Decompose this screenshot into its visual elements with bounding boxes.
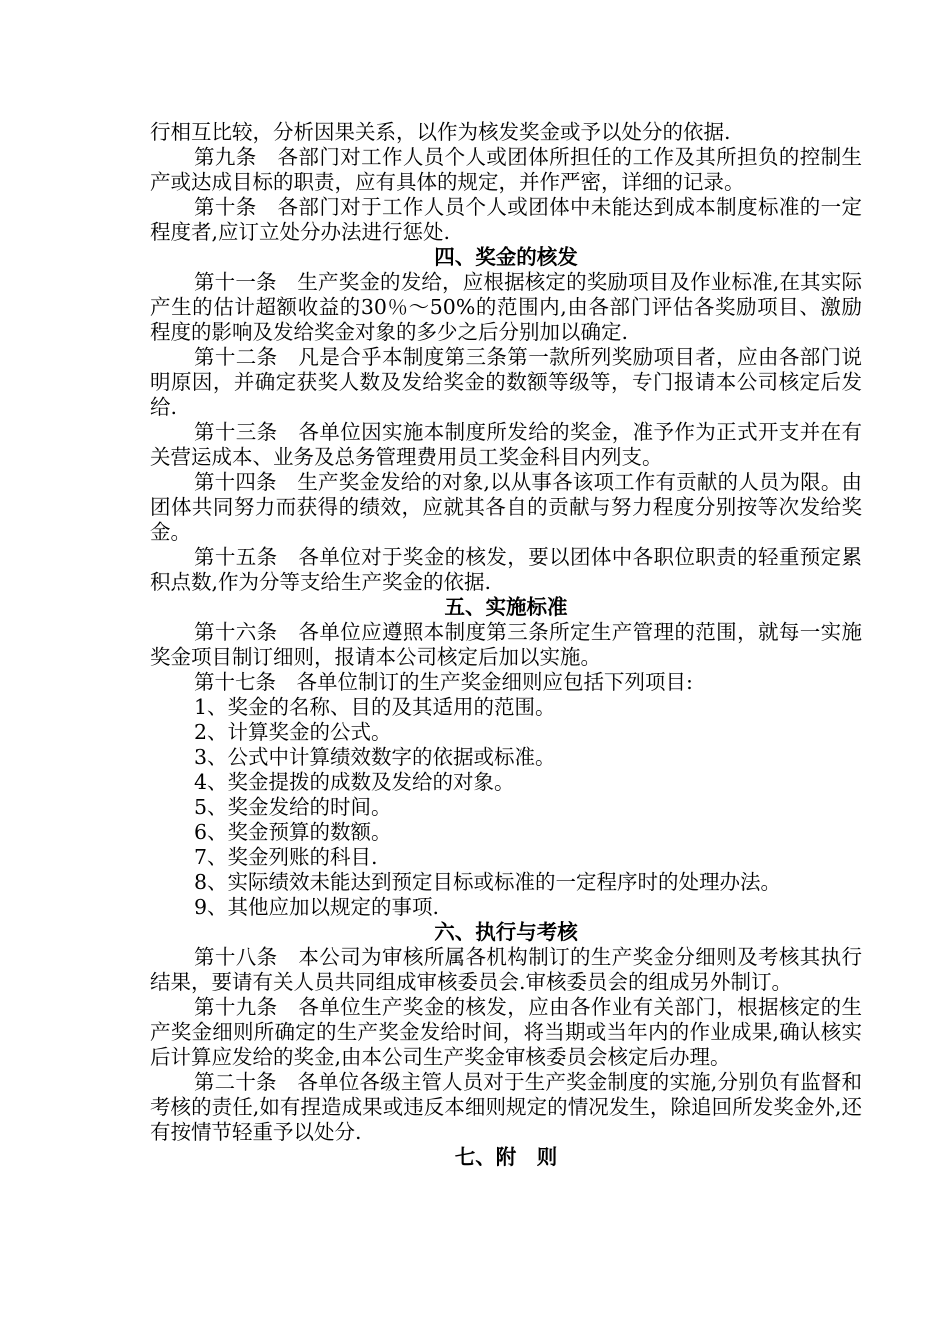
list-item: 6、奖金预算的数额。 <box>194 820 392 844</box>
article-11: 第十一条 生产奖金的发给，应根据核定的奖励项目及作业标准,在其实际产生的估计超额收益的30％～50%的范围内,由各部门评估各奖励项目、激励程度的影响及发给奖金对象的多少之后分别加以确定. <box>150 270 862 344</box>
list-item: 1、奖金的名称、目的及其适用的范围。 <box>194 695 556 719</box>
article-14: 第十四条 生产奖金发给的对象,以从事各该项工作有贡献的人员为限。由团体共同努力而获得的绩效，应就其各自的贡献与努力程度分别按等次发给奖金。 <box>150 470 862 544</box>
list-item: 2、计算奖金的公式。 <box>194 720 392 744</box>
list-item: 5、奖金发给的时间。 <box>194 795 392 819</box>
document-page <box>150 120 862 1170</box>
section-heading-6: 六、执行与考核 <box>434 920 578 944</box>
list-item: 7、奖金列账的科目. <box>194 845 378 869</box>
section-heading-4: 四、奖金的核发 <box>434 245 578 269</box>
list-item: 3、公式中计算绩效数字的依据或标准。 <box>194 745 556 769</box>
article-17: 第十七条 各单位制订的生产奖金细则应包括下列项目: <box>194 670 693 694</box>
article-15: 第十五条 各单位对于奖金的核发，要以团体中各职位职责的轻重预定累积点数,作为分等支给生产奖金的依据. <box>150 545 862 594</box>
list-item: 9、其他应加以规定的事项. <box>194 895 440 919</box>
article-10: 第十条 各部门对于工作人员个人或团体中未能达到成本制度标准的一定程度者,应订立处分办法进行惩处. <box>150 195 862 244</box>
article-16: 第十六条 各单位应遵照本制度第三条所定生产管理的范围，就每一实施奖金项目制订细则，报请本公司核定后加以实施。 <box>150 620 862 669</box>
section-heading-5: 五、实施标准 <box>444 595 568 619</box>
article-13: 第十三条 各单位因实施本制度所发给的奖金，准予作为正式开支并在有关营运成本、业务及总务管理费用员工奖金科目内列支。 <box>150 420 862 469</box>
section-heading-7: 七、附 则 <box>454 1145 558 1169</box>
article-19: 第十九条 各单位生产奖金的核发，应由各作业有关部门，根据核定的生产奖金细则所确定的生产奖金发给时间，将当期或当年内的作业成果,确认核实后计算应发给的奖金,由本公司生产奖金审核委员会核定后办理。 <box>150 995 862 1069</box>
article-9: 第九条 各部门对工作人员个人或团体所担任的工作及其所担负的控制生产或达成目标的职责，应有具体的规定，并作严密，详细的记录。 <box>150 145 862 194</box>
article-18: 第十八条 本公司为审核所属各机构制订的生产奖金分细则及考核其执行结果，要请有关人员共同组成审核委员会.审核委员会的组成另外制订。 <box>150 945 862 994</box>
list-item: 8、实际绩效未能达到预定目标或标准的一定程序时的处理办法。 <box>194 870 782 894</box>
article-20: 第二十条 各单位各级主管人员对于生产奖金制度的实施,分别负有监督和考核的责任,如有捏造成果或违反本细则规定的情况发生，除追回所发奖金外,还有按情节轻重予以处分. <box>150 1070 862 1144</box>
paragraph: 行相互比较，分析因果关系，以作为核发奖金或予以处分的依据. <box>150 120 731 144</box>
list-item: 4、奖金提拨的成数及发给的对象。 <box>194 770 515 794</box>
article-12: 第十二条 凡是合乎本制度第三条第一款所列奖励项目者，应由各部门说明原因，并确定获奖人数及发给奖金的数额等级等，专门报请本公司核定后发给. <box>150 345 862 419</box>
